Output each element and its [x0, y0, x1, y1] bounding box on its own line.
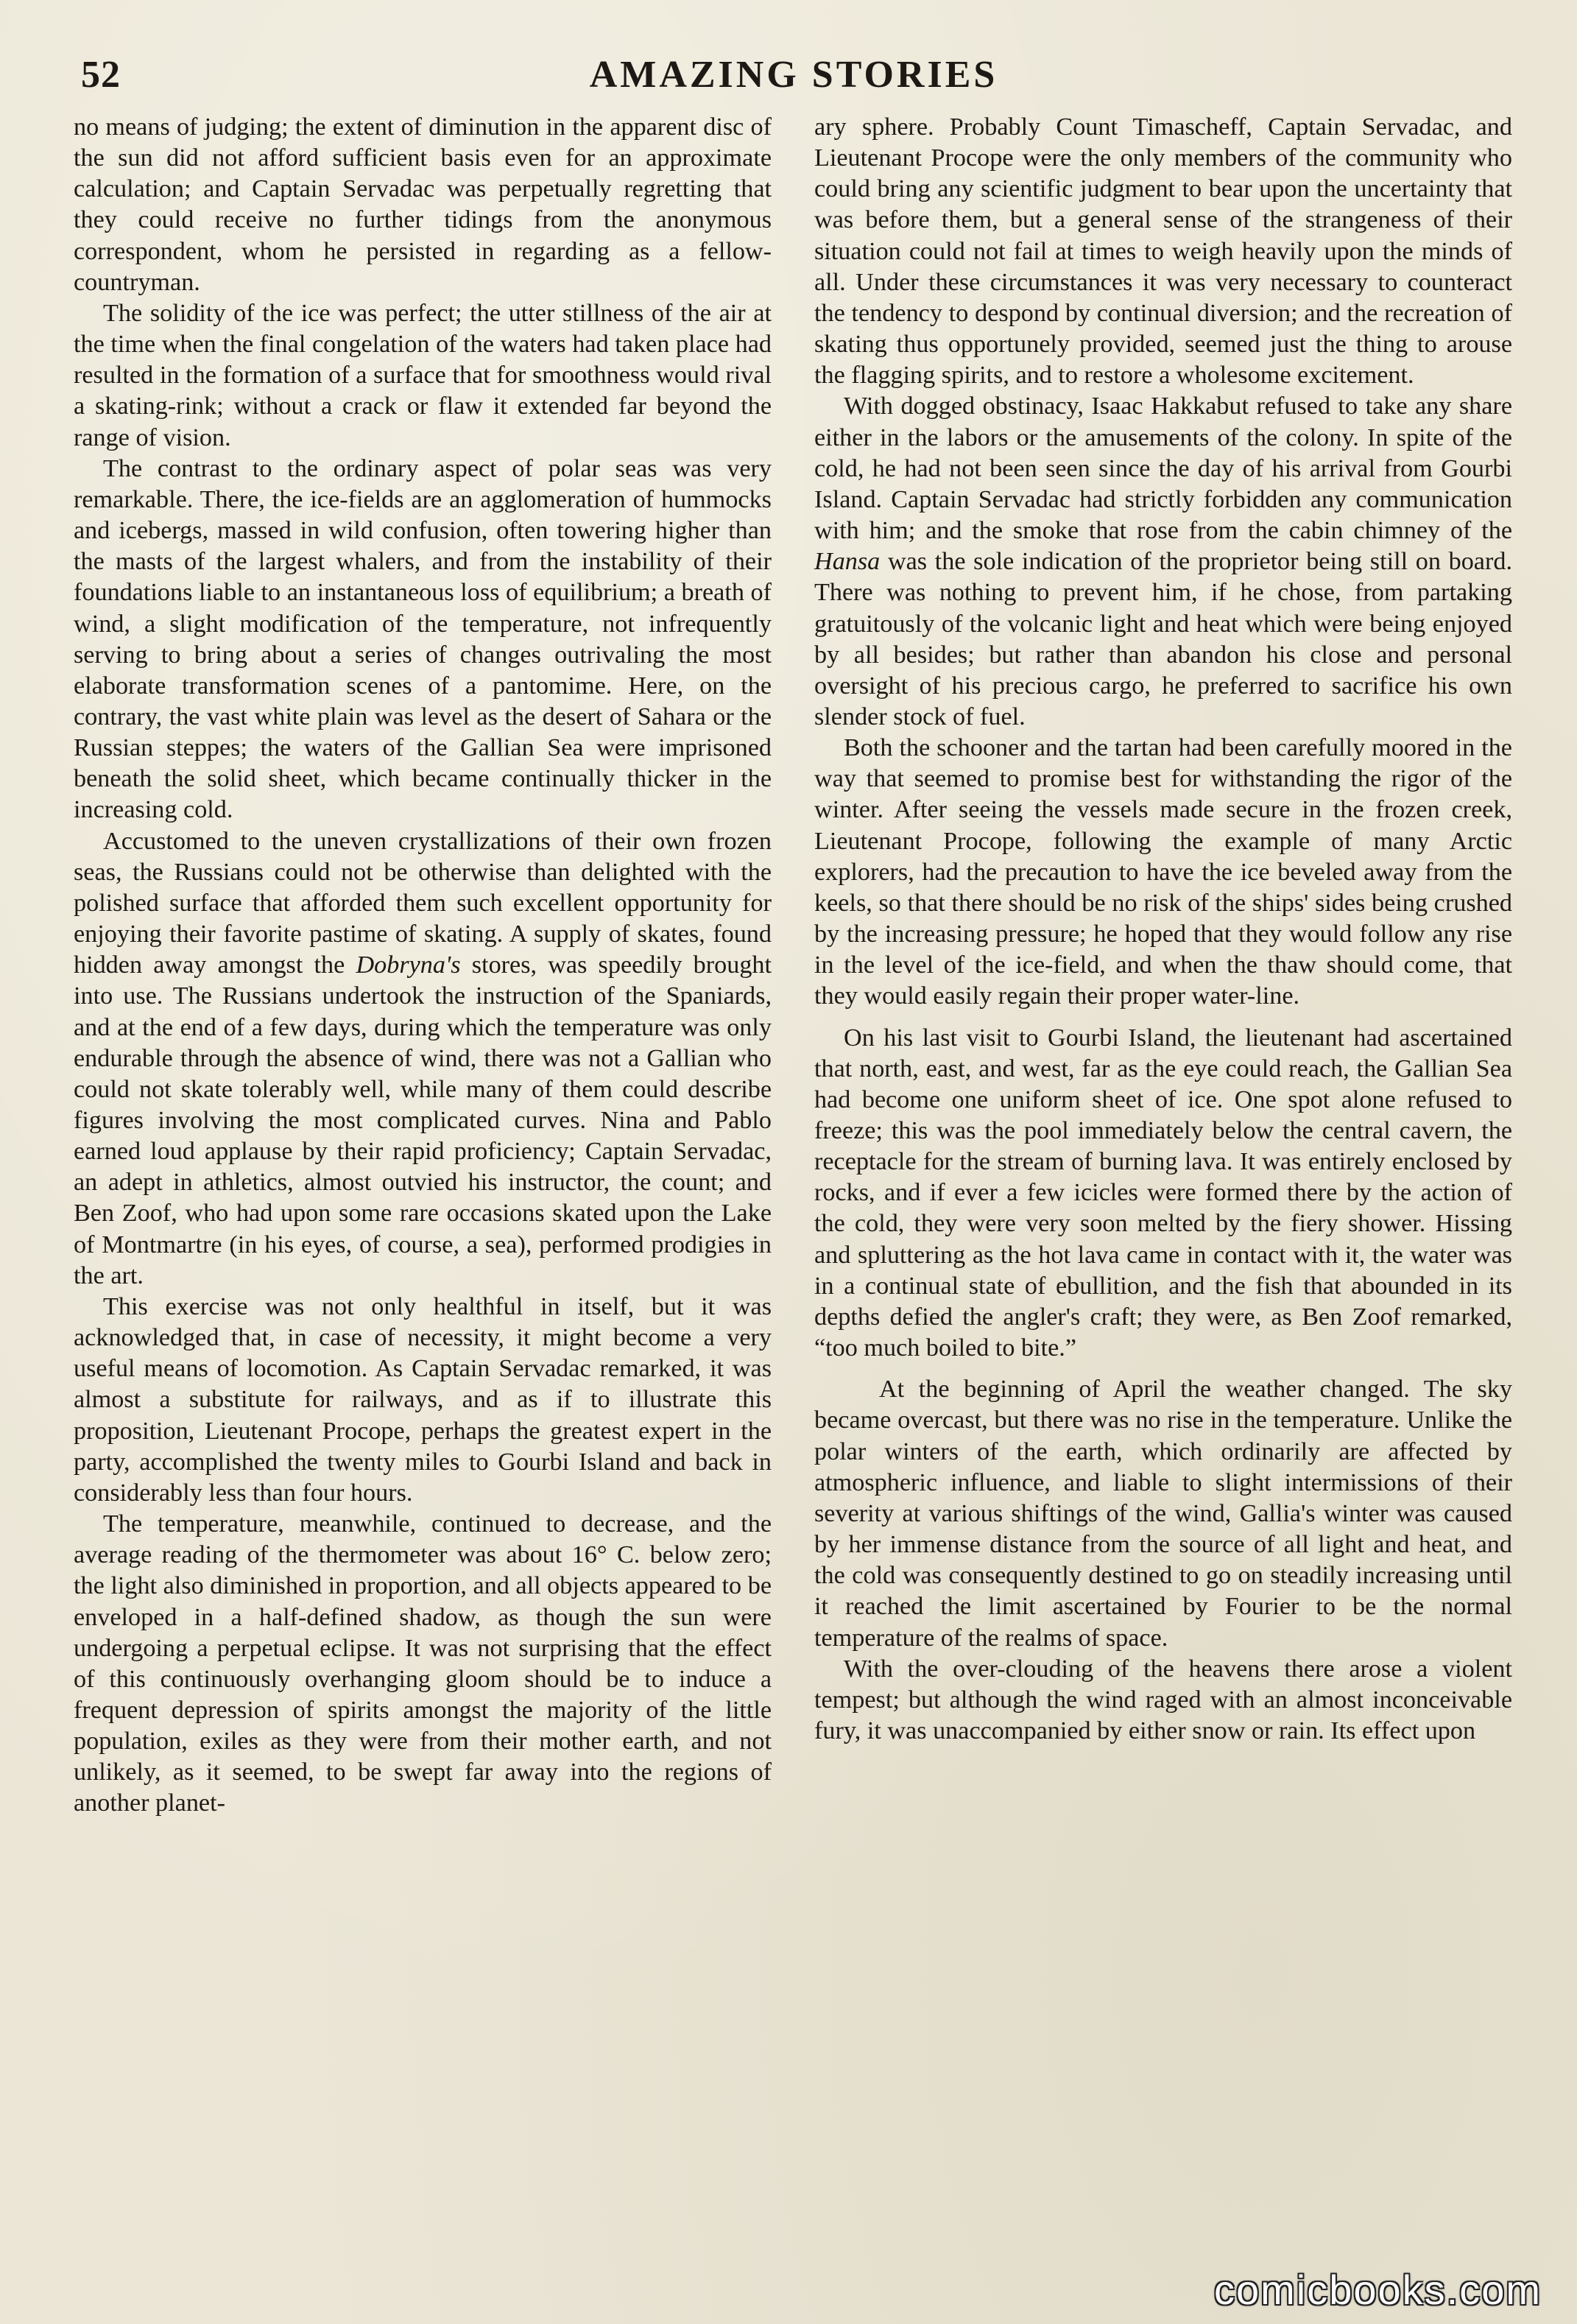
ship-name: Hansa — [814, 548, 881, 576]
paragraph: The contrast to the ordinary aspect of polar seas was very remarkable. There, the ice-fields are an agglomeration of hummocks and icebergs, massed in wild confusion, often towering higher than the masts of the largest whalers, and from the instability of their foundations liable to an instantaneous loss of equilibrium; a breath of wind, a slight modification of the temperature, not infrequently serving to bring about a series of changes outrivaling the most elaborate transformation scenes of a pantomime. Here, on the contrary, the vast white plain was level as the desert of Sahara or the Russian steppes; the waters of the Gallian Sea were imprisoned beneath the solid sheet, which became continually thicker in the increasing cold. — [74, 454, 772, 824]
paragraph: The solidity of the ice was perfect; the utter stillness of the air at the time when the final congelation of the waters had taken place had resulted in the formation of a surface that for smoothness would rival a skating-rink; without a crack or flaw it extended far beyond the range of vision. — [74, 299, 772, 451]
paragraph-text: With dogged obstinacy, Isaac Hakkabut refused to take any share either in the labors or the amusements of the colony. In spite of the cold, he had not been seen since the day of his arrival from Gourbi Island. Captain Servadac had strictly forbidden any communication with him; and the smoke that rose from the cabin chimney of the — [814, 392, 1512, 545]
paragraph: The temperature, meanwhile, continued to decrease, and the average reading of the thermometer was about 16° C. below zero; the light also diminished in proportion, and all objects appeared to be enveloped in a half-defined shadow, as though the sun were undergoing a perpetual eclipse. It was not surprising that the effect of this continuously overhanging gloom should be to induce a frequent depression of spirits amongst the majority of the little population, exiles as they were from their mother earth, and not unlikely, as it seemed, to be swept far away into the regions of another planet- — [74, 1510, 772, 1817]
paragraph: Both the schooner and the tartan had been carefully moored in the way that seemed to promise best for withstanding the rigor of the winter. After seeing the vessels made secure in the frozen creek, Lieutenant Procope, following the example of many Arctic explorers, had the precaution to have the ice beveled away from the keels, so that there should be no risk of the ships' sides being crushed by the increasing pressure; he hoped that they would follow any rise in the level of the ice-field, and when the thaw should come, that they would easily regain their proper water-line. — [814, 734, 1512, 1010]
paragraph-text: Accustomed to the uneven crystallizations of their own frozen seas, the Russians could not be otherwise than delighted with the polished surface that afforded them such excellent opportunity for enjoying their favorite pastime of skating. A supply of skates, found hidden away amongst the — [74, 827, 772, 979]
site-watermark: comicbooks.com — [1213, 2267, 1542, 2313]
page-header — [74, 46, 1514, 105]
paragraph: no means of judging; the extent of diminution in the apparent disc of the sun did not afford sufficient basis even for an approximate calculation; and Captain Servadac was perpetually regretting that they could receive no further tidings from the anonymous correspondent, whom he persisted in regarding as a fellow-countryman. — [74, 113, 772, 296]
page-number: 52 — [81, 54, 121, 96]
paragraph: With the over-clouding of the heavens there arose a violent tempest; but although the wind raged with an almost inconceivable fury, it was unaccompanied by either snow or rain. Its effect upon — [814, 1655, 1512, 1744]
paragraph: This exercise was not only healthful in itself, but it was acknowledged that, in case of necessity, it might become a very useful means of locomotion. As Captain Servadac remarked, it was almost a substitute for railways, and as if to illustrate this proposition, Lieutenant Procope, perhaps the greatest expert in the party, accomplished the twenty miles to Gourbi Island and back in considerably less than four hours. — [74, 1292, 772, 1507]
paragraph: At the beginning of April the weather changed. The sky became overcast, but there was no rise in the temperature. Unlike the polar winters of the earth, which ordinarily are affected by atmospheric influence, and liable to slight intermissions of their severity at various shiftings of the wind, Gallia's winter was caused by her immense distance from the source of all light and heat, and the cold was consequently destined to go on steadily increasing until it reached the limit ascertained by Fourier to be the normal temperature of the realms of space. — [814, 1376, 1512, 1652]
paragraph: On his last visit to Gourbi Island, the lieutenant had ascertained that north, east, and west, far as the eye could reach, the Gallian Sea had become one uniform sheet of ice. One spot alone refused to freeze; this was the pool immediately below the central cavern, the receptacle for the stream of burning lava. It was entirely enclosed by rocks, and if ever a few icicles were formed there by the action of the cold, they were very soon melted by the fiery shower. Hissing and spluttering as the hot lava came in contact with it, the water was in a continual state of ebullition, and the fish that abounded in its depths defied the angler's craft; they were, as Ben Zoof remarked, “too much boiled to bite.” — [814, 1024, 1512, 1362]
paragraph — [814, 391, 1512, 733]
left-column — [74, 112, 772, 2247]
ship-name: Dobryna's — [356, 951, 461, 979]
running-title: AMAZING STORIES — [589, 54, 998, 96]
right-column — [814, 112, 1512, 2247]
paragraph-text: stores, was speedily brought into use. The Russians undertook the instruction of the Spaniards, and at the end of a few days, during which the temperature was only endurable through the absence of wind, there was not a Gallian who could not skate tolerably well, while many of them could describe figures involving the most complicated curves. Nina and Pablo earned loud applause by their rapid proficiency; Captain Servadac, an adept in athletics, almost outvied his instructor, the count; and Ben Zoof, who had upon some rare occasions skated upon the Lake of Montmartre (in his eyes, of course, a sea), performed prodigies in the art. — [74, 951, 772, 1289]
paragraph-text: was the sole indication of the proprietor being still on board. There was nothing to prevent him, if he chose, from partaking gratuitously of the volcanic light and heat which were being enjoyed by all besides; but rather than abandon his close and personal oversight of his precious cargo, he preferred to sacrifice his own slender stock of fuel. — [814, 548, 1512, 730]
paragraph — [74, 826, 772, 1292]
paragraph: ary sphere. Probably Count Timascheff, Captain Servadac, and Lieutenant Procope were the only members of the community who could bring any scientific judgment to bear upon the uncertainty that was before them, but a general sense of the strangeness of their situation could not fail at times to weigh heavily upon the minds of all. Under these circumstances it was very necessary to counteract the tendency to despond by continual diversion; and the recreation of skating thus opportunely provided, seemed just the thing to arouse the flagging spirits, and to restore a wholesome excitement. — [814, 113, 1512, 390]
